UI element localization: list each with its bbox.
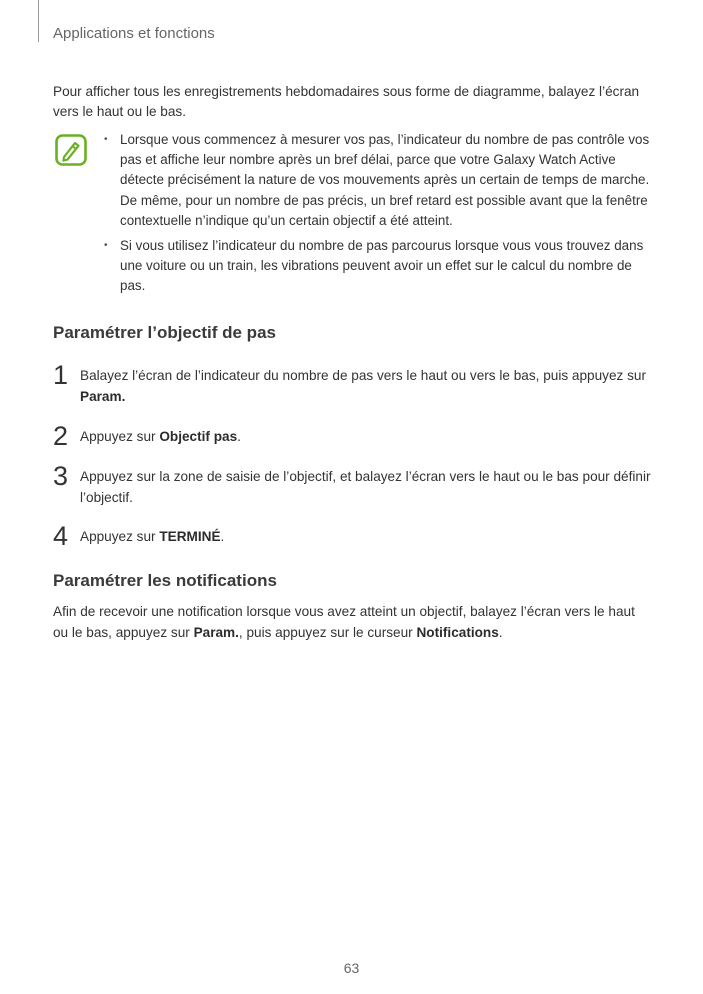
note-pencil-icon	[55, 134, 87, 166]
section-title-notifications: Paramétrer les notifications	[53, 571, 277, 590]
step-number: 1	[53, 360, 69, 390]
page-number: 63	[343, 960, 360, 976]
step-number: 4	[53, 521, 69, 551]
note-item	[104, 130, 654, 231]
intro-paragraph: Pour afficher tous les enregistrements hebdomadaires sous forme de diagramme, balayez l’écran vers le haut ou le bas.	[53, 84, 640, 119]
bullet-icon: •	[104, 240, 108, 252]
step-text: Appuyez sur TERMINÉ.	[80, 529, 225, 544]
header-title: Applications et fonctions	[53, 25, 215, 42]
step-text: Balayez l’écran de l’indicateur du nombre de pas vers le haut ou vers le bas, puis appuyez sur Param.	[80, 368, 646, 404]
step-text: Appuyez sur Objectif pas.	[80, 429, 241, 444]
notifications-paragraph: Afin de recevoir une notification lorsque vous avez atteint un objectif, balayez l’écran vers le haut ou le bas, appuyez sur Param., puis appuyez sur le curseur Notifications.	[53, 604, 635, 640]
section-title-step-goal: Paramétrer l’objectif de pas	[53, 323, 276, 342]
step-number: 2	[53, 421, 69, 451]
header-rule	[38, 0, 39, 42]
note-item-text: Si vous utilisez l’indicateur du nombre de pas parcourus lorsque vous vous trouvez dans une voiture ou un train, les vibrations peuvent avoir un effet sur le calcul du nombre de pas.	[120, 238, 644, 294]
step-number: 3	[53, 461, 69, 491]
step-text: Appuyez sur la zone de saisie de l’objectif, et balayez l’écran vers le haut ou le bas pour définir l’objectif.	[80, 469, 651, 505]
note-item	[104, 236, 654, 297]
note-item-text: Lorsque vous commencez à mesurer vos pas, l’indicateur du nombre de pas contrôle vos pas et affiche leur nombre après un bref délai, parce que votre Galaxy Watch Active détecte précisément la nature de vos mouvements après un certain de temps de marche. De même, pour un nombre de pas précis, un bref retard est possible avant que la fenêtre contextuelle n’indique qu’un certain objectif a été atteint.	[120, 132, 650, 228]
bullet-icon: •	[104, 134, 108, 145]
note-list	[104, 130, 654, 302]
